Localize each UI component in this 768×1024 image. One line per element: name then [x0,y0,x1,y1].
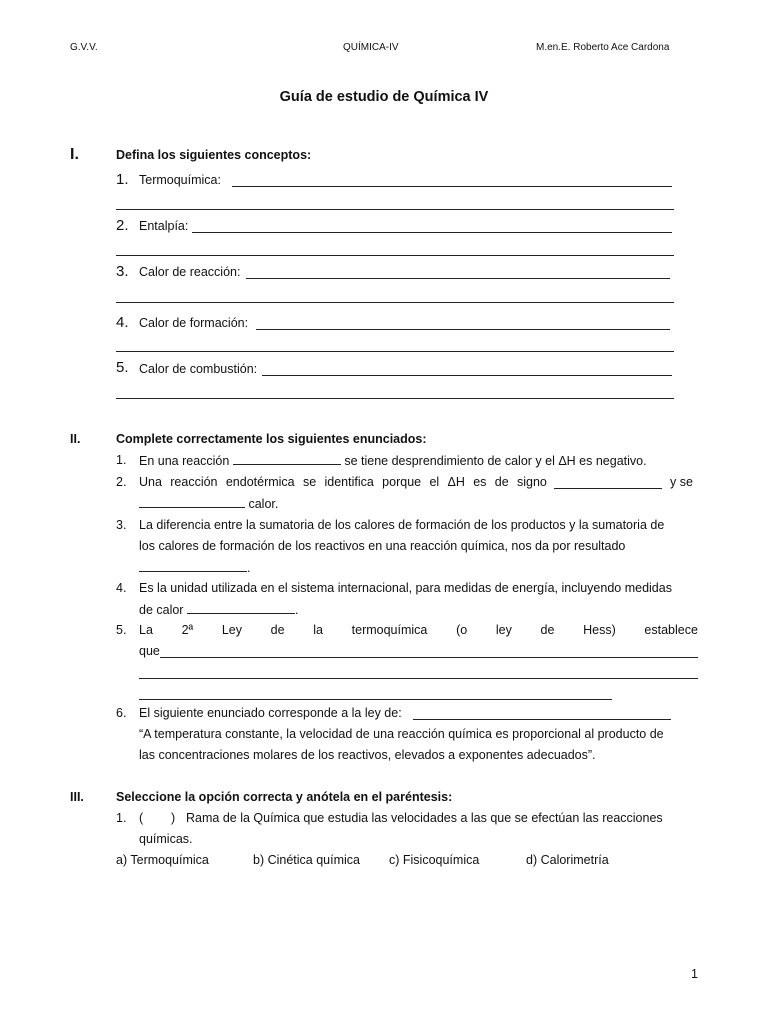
s2-item-4-line-2-end: . [294,603,299,617]
s2-item-1-blank[interactable] [233,453,341,465]
section-3-number: III. [70,790,84,804]
section-1-title: Defina los siguientes conceptos: [116,148,312,162]
s1-item-3-number: 3. [116,263,129,280]
s1-item-4-label: Calor de formación: [139,316,249,330]
s2-item-3-line-3-end: . [247,561,251,575]
s2-item-2-line-2-end: calor. [248,497,279,511]
s2-item-1-text [139,453,647,468]
s2-item-2-blank[interactable] [554,488,662,489]
word: termoquímica [351,623,428,637]
s2-item-1-text-a: En una reacción [139,454,230,468]
word: de [270,623,285,637]
s3-item-1-number: 1. [116,811,127,825]
s3-item-1-answer-parens[interactable]: ( ) [139,811,176,825]
s2-item-5-blank-3[interactable] [139,699,612,700]
word: endotérmica [225,475,295,489]
s2-item-4-line-2-start: de calor [139,603,184,617]
header-right: M.en.E. Roberto Ace Cardona [536,42,670,53]
s2-item-6-quote-2: las concentraciones molares de los reactivos, elevados a exponentes adecuados”. [139,748,596,762]
s1-item-3-label: Calor de reacción: [139,265,241,279]
s3-option-d: d) Calorimetría [526,853,609,867]
word: el [429,475,440,489]
s2-item-5-line-2-start: que [139,644,160,658]
s1-item-1-blank[interactable] [232,186,672,187]
s2-item-2-line-1-end: y se [670,475,693,489]
s2-item-3-number: 3. [116,518,127,532]
s1-item-2-label: Entalpía: [139,219,189,233]
s1-item-5-number: 5. [116,359,129,376]
s3-option-a: a) Termoquímica [116,853,209,867]
s1-item-3-blank-2[interactable] [116,302,674,303]
s2-item-5-blank-2[interactable] [139,678,698,679]
s2-item-3-line-1: La diferencia entre la sumatoria de los calores de formación de los productos y la sumatoria de [139,518,665,532]
s2-item-6-line-1: El siguiente enunciado corresponde a la ley de: [139,706,402,720]
header-center: QUÍMICA-IV [343,42,399,53]
s1-item-4-blank[interactable] [256,329,670,330]
word: ley [495,623,512,637]
s2-item-6-blank[interactable] [413,719,671,720]
s1-item-5-label: Calor de combustión: [139,362,258,376]
s3-item-1-line-1: Rama de la Química que estudia las velocidades a las que se efectúan las reacciones [186,811,663,825]
word: ΔH [447,475,465,489]
s3-option-b: b) Cinética química [253,853,360,867]
s2-item-1-text-b: se tiene desprendimiento de calor y el ΔH es negativo. [344,454,647,468]
word: de [494,475,509,489]
word: Una [139,475,162,489]
s1-item-4-number: 4. [116,314,129,331]
s2-item-5-number: 5. [116,623,127,637]
s2-item-2-line-1 [139,475,547,489]
word: porque [382,475,422,489]
s2-item-3-line-2: los calores de formación de los reactivos en una reacción química, nos da por resultado [139,539,626,553]
s2-item-6-quote-1: “A temperatura constante, la velocidad de una reacción química es proporcional al producto de [139,727,664,741]
header-left: G.V.V. [70,42,98,53]
s2-item-2-blank-2[interactable] [139,496,245,508]
word: Hess) [583,623,616,637]
s2-item-4-line-1: Es la unidad utilizada en el sistema internacional, para medidas de energía, incluyendo medidas [139,581,672,595]
word: (o [456,623,468,637]
word: identifica [324,475,374,489]
word: reacción [170,475,218,489]
s3-item-1-line-2: químicas. [139,832,193,846]
s1-item-1-number: 1. [116,171,129,188]
word: de [540,623,555,637]
s1-item-5-blank-2[interactable] [116,398,674,399]
s2-item-1-number: 1. [116,453,127,467]
section-1-number: I. [70,146,79,163]
word: La [139,623,153,637]
s1-item-5-blank[interactable] [262,375,672,376]
s1-item-1-label: Termoquímica: [139,173,221,187]
s2-item-5-line-1 [139,623,698,637]
word: Ley [221,623,242,637]
s2-item-5-blank[interactable] [160,657,698,658]
s1-item-1-blank-2[interactable] [116,209,674,210]
s2-item-3-line-3 [139,560,250,575]
s2-item-4-line-2 [139,602,298,617]
section-2-title: Complete correctamente los siguientes enunciados: [116,432,427,446]
s1-item-2-blank[interactable] [192,232,672,233]
s1-item-4-blank-2[interactable] [116,351,674,352]
word: establece [644,623,698,637]
s2-item-4-blank[interactable] [187,602,295,614]
section-3-title: Seleccione la opción correcta y anótela en el paréntesis: [116,790,453,804]
s2-item-4-number: 4. [116,581,127,595]
s1-item-2-blank-2[interactable] [116,255,674,256]
word: signo [516,475,547,489]
s2-item-2-line-2 [139,496,278,511]
s1-item-3-blank[interactable] [246,278,670,279]
word: se [302,475,317,489]
section-2-number: II. [70,432,81,446]
s2-item-2-number: 2. [116,475,127,489]
s2-item-3-blank[interactable] [139,560,247,572]
page-title: Guía de estudio de Química IV [279,89,489,105]
page-number: 1 [691,967,698,981]
s2-item-6-number: 6. [116,706,127,720]
word: es [473,475,487,489]
word: 2ª [181,623,194,637]
s1-item-2-number: 2. [116,217,129,234]
s3-option-c: c) Fisicoquímica [389,853,480,867]
word: la [313,623,323,637]
